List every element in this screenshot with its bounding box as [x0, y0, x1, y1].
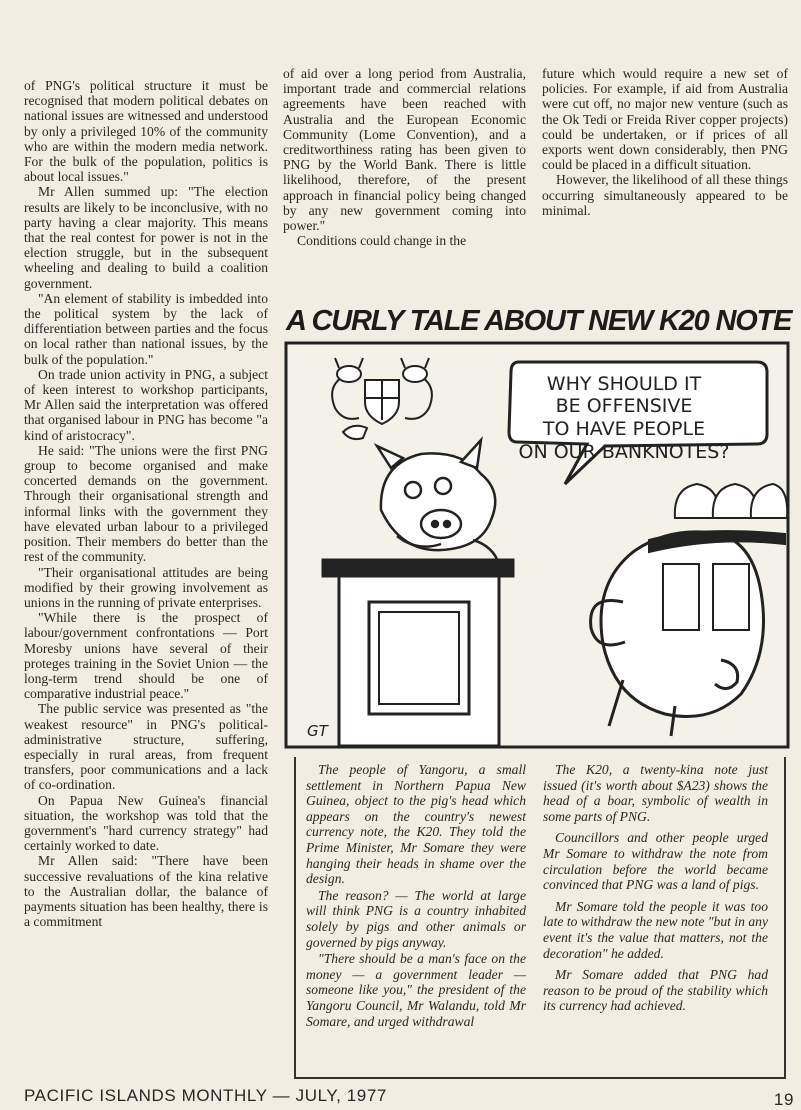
article-paragraph: Mr Allen said: "There have been successive revaluations of the kina relative to the Australian dollar, the balance of payments situation has been healthy, there is a commitment — [24, 853, 268, 930]
article-paragraph: "While there is the prospect of labour/government confrontations — Port Moresby unions have several of their proteges training in the Soviet Union — the long-term trend should be one of comparative industrial peace." — [24, 610, 268, 702]
caption-paragraph: The reason? — The world at large will think PNG is a country inhabited solely by pigs and other animals or governed by pigs anyway. — [306, 887, 526, 950]
article-paragraph: Conditions could change in the — [297, 233, 467, 249]
headline: A CURLY TALE ABOUT NEW K20 NOTE — [286, 305, 792, 337]
bubble-line-1: WHY SHOULD IT — [546, 373, 702, 395]
article-paragraph: The public service was presented as "the weakest resource" in PNG's political-administrative structure, suffering, especially in rural areas, from frequent transfers, poor communications and a lack of co-ordination. — [24, 701, 268, 793]
article-paragraph: future which would require a new set of policies. For example, if aid from Australia were cut off, no major new venture (such as the Ok Tedi or Freida River copper projects) could be undertaken, or if prices of all exports went down considerably, then PNG could be placed in a difficult situation. — [542, 66, 788, 173]
caption-paragraph: "There should be a man's face on the money — a government leader — someone like you," the president of the Yangoru Council, Mr Walandu, told Mr Somare, and urged withdrawal — [306, 951, 526, 1029]
bubble-line-3: TO HAVE PEOPLE — [542, 418, 706, 440]
publication-line: PACIFIC ISLANDS MONTHLY — JULY, 1977 — [24, 1086, 387, 1105]
cartoon-signature: GT — [307, 722, 328, 740]
article-paragraph: However, the likelihood of all these things occurring simultaneously appeared to be minimal. — [542, 172, 788, 218]
article-paragraph: "Their organisational attitudes are being modified by their growing involvement as unions in the running of private enterprises. — [24, 564, 268, 610]
article-column-3 — [542, 66, 788, 218]
pig-cartoon — [283, 340, 791, 750]
caption-paragraph: The people of Yangoru, a small settlement in Northern Papua New Guinea, object to the pig's head which appears on the country's newest currency note, the K20. They told the Prime Minister, Mr Somare they were hanging their heads in shame over the design. — [306, 762, 526, 887]
bubble-line-2: BE OFFENSIVE — [555, 395, 693, 417]
article-paragraph: of aid over a long period from Australia, important trade and commercial relations agreements have been reached with Australia and the European Economic Community (Lome Convention), and a creditworthiness rating has been given to PNG by the World Bank. There is little likelihood, therefore, of the present approach in financial policy being changed by any new government coming into power." — [283, 66, 526, 234]
article-column-2 — [283, 66, 526, 248]
caption-paragraph: The K20, a twenty-kina note just issued (it's worth about $A23) shows the head of a boar, symbolic of wealth in some parts of PNG. — [543, 762, 768, 824]
article-paragraph: Mr Allen summed up: "The election results are likely to be inconclusive, with no party having a clear majority. This means that the real contest for power is not in the election struggle, but in the subsequent wheeling and dealing to build a coalition government. — [24, 184, 268, 291]
article-paragraph: He said: "The unions were the first PNG group to become organised and make concerted demands on the government. Through their organisational strength and informal links with the government they have elevated urban labour to a privileged position. Their members do better than the rest of the community. — [24, 442, 268, 565]
caption-paragraph: Mr Somare added that PNG had reason to be proud of the stability which its currency had achieved. — [543, 967, 768, 1014]
article-column-1 — [24, 78, 268, 929]
article-paragraph: of PNG's political structure it must be recognised that modern political debates on national issues are witnessed and understood by only a privileged 10% of the community who are within the modern media network. For the bulk of the population, politics is about local issues." — [24, 78, 268, 185]
caption-column-right — [543, 762, 768, 1020]
bubble-line-4: ON OUR BANKNOTES? — [518, 441, 730, 463]
caption-column-left — [306, 762, 526, 1030]
article-paragraph: On trade union activity in PNG, a subject of keen interest to workshop participants, Mr Allen said the interpretation was offered that organised labour in PNG has become "a kind of aristocracy". — [24, 366, 268, 443]
podium-drawing — [323, 560, 513, 746]
caption-paragraph: Mr Somare told the people it was too late to withdraw the new note "but in any event it's the value that matters, not the decoration" he added. — [543, 898, 768, 961]
page-number: 19 — [773, 1090, 794, 1109]
page-footer — [24, 1086, 794, 1107]
article-paragraph: On Papua New Guinea's financial situation, the workshop was told that the government's "hard currency strategy" had certainly worked to date. — [24, 792, 268, 854]
article-paragraph: "An element of stability is imbedded into the political system by the lack of differentiation between parties and the focus on local rather than national issues, by the bulk of the population." — [24, 290, 268, 367]
caption-paragraph: Councillors and other people urged Mr Somare to withdraw the note from circulation before the world became convinced that PNG was a land of pigs. — [543, 830, 768, 893]
